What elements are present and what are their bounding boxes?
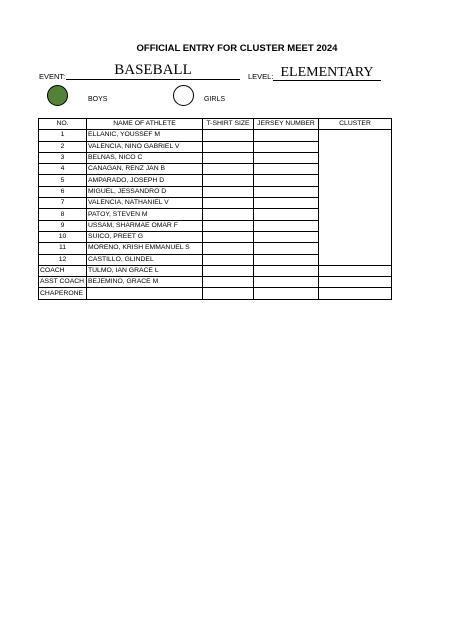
cluster-cell[interactable] — [319, 265, 392, 276]
tshirt-size-cell[interactable] — [203, 254, 254, 265]
jersey-number-cell[interactable] — [254, 175, 319, 186]
girls-circle-icon[interactable] — [173, 85, 194, 106]
tshirt-size-cell[interactable] — [203, 152, 254, 163]
boys-circle-icon[interactable] — [47, 85, 68, 106]
athlete-name: CASTILLO, GLINDEL — [87, 254, 203, 265]
header-tshirt-size: T-SHIRT SIZE — [203, 119, 254, 130]
athlete-name: ELLANIC, YOUSSEF M — [87, 130, 203, 141]
athlete-rows — [39, 130, 392, 266]
event-value: BASEBALL — [66, 62, 240, 80]
form-title: OFFICIAL ENTRY FOR CLUSTER MEET 2024 — [136, 43, 338, 54]
jersey-number-cell[interactable] — [254, 164, 319, 175]
tshirt-size-cell[interactable] — [203, 175, 254, 186]
athlete-name: VALENCIA, NATHANIEL V — [87, 198, 203, 209]
athlete-name: MIGUEL, JESSANDRO D — [87, 186, 203, 197]
athlete-no: 12 — [39, 254, 87, 265]
athlete-name: PATOY, STEVEN M — [87, 209, 203, 220]
athlete-no: 8 — [39, 209, 87, 220]
staff-row — [39, 265, 392, 276]
tshirt-size-cell[interactable] — [203, 209, 254, 220]
athlete-name: MORENO, KRISH EMMANUEL S — [87, 243, 203, 254]
staff-role: COACH — [39, 265, 87, 276]
staff-name: BEJEMINO, GRACE M — [87, 277, 203, 288]
athlete-no: 2 — [39, 141, 87, 152]
level-label: LEVEL: — [248, 72, 274, 81]
tshirt-size-cell[interactable] — [203, 141, 254, 152]
girls-label: GIRLS — [204, 96, 226, 103]
athlete-entry-table — [38, 118, 392, 300]
staff-role: CHAPERONE — [39, 288, 87, 299]
staff-rows — [39, 265, 392, 299]
jersey-number-cell[interactable] — [254, 231, 319, 242]
jersey-number-cell[interactable] — [254, 254, 319, 265]
table-row — [39, 130, 392, 141]
tshirt-size-cell[interactable] — [203, 186, 254, 197]
tshirt-size-cell[interactable] — [203, 288, 254, 299]
staff-row — [39, 277, 392, 288]
staff-row — [39, 288, 392, 299]
jersey-number-cell[interactable] — [254, 186, 319, 197]
tshirt-size-cell[interactable] — [203, 198, 254, 209]
header-no: NO. — [39, 119, 87, 130]
jersey-number-cell[interactable] — [254, 130, 319, 141]
jersey-number-cell[interactable] — [254, 209, 319, 220]
athlete-no: 9 — [39, 220, 87, 231]
athlete-no: 5 — [39, 175, 87, 186]
athlete-name: AMPARADO, JOSEPH D — [87, 175, 203, 186]
athlete-name: VALENCIA, NINO GABRIEL V — [87, 141, 203, 152]
staff-name — [87, 288, 203, 299]
tshirt-size-cell[interactable] — [203, 220, 254, 231]
tshirt-size-cell[interactable] — [203, 231, 254, 242]
tshirt-size-cell[interactable] — [203, 265, 254, 276]
staff-name: TULMO, IAN GRACE L — [87, 265, 203, 276]
tshirt-size-cell[interactable] — [203, 164, 254, 175]
tshirt-size-cell[interactable] — [203, 277, 254, 288]
athlete-no: 7 — [39, 198, 87, 209]
staff-role: ASST COACH — [39, 277, 87, 288]
jersey-number-cell[interactable] — [254, 198, 319, 209]
athlete-no: 11 — [39, 243, 87, 254]
header-cluster: CLUSTER — [319, 119, 392, 130]
table-header-row — [39, 119, 392, 130]
header-name: NAME OF ATHLETE — [87, 119, 203, 130]
athlete-name: USSAM, SHARMAE OMAR F — [87, 220, 203, 231]
athlete-no: 3 — [39, 152, 87, 163]
tshirt-size-cell[interactable] — [203, 130, 254, 141]
athlete-name: BELNAS, NICO C — [87, 152, 203, 163]
athlete-no: 1 — [39, 130, 87, 141]
level-value: ELEMENTARY — [273, 64, 381, 81]
tshirt-size-cell[interactable] — [203, 243, 254, 254]
jersey-number-cell[interactable] — [254, 265, 319, 276]
athlete-no: 4 — [39, 164, 87, 175]
jersey-number-cell[interactable] — [254, 243, 319, 254]
cluster-cell[interactable] — [319, 277, 392, 288]
header-jersey-number: JERSEY NUMBER — [254, 119, 319, 130]
athlete-no: 6 — [39, 186, 87, 197]
cluster-cell[interactable] — [319, 130, 392, 266]
athlete-name: CANAGAN, RENZ JAN B — [87, 164, 203, 175]
athlete-name: SUICO, PREET G — [87, 231, 203, 242]
jersey-number-cell[interactable] — [254, 152, 319, 163]
jersey-number-cell[interactable] — [254, 220, 319, 231]
boys-label: BOYS — [88, 96, 108, 103]
jersey-number-cell[interactable] — [254, 141, 319, 152]
jersey-number-cell[interactable] — [254, 288, 319, 299]
event-label: EVENT: — [39, 72, 66, 81]
jersey-number-cell[interactable] — [254, 277, 319, 288]
athlete-no: 10 — [39, 231, 87, 242]
cluster-cell[interactable] — [319, 288, 392, 299]
